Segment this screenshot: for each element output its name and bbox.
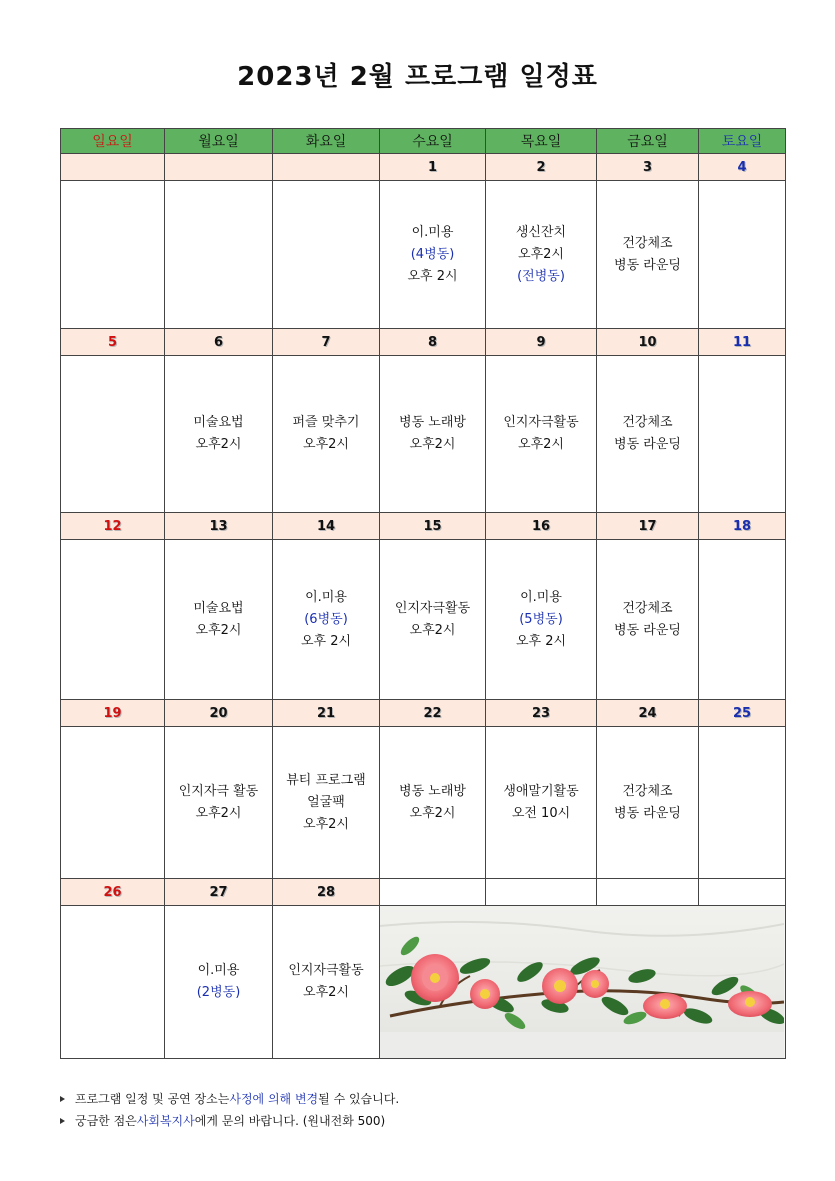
- date-cell: [380, 879, 486, 906]
- date-row: [61, 700, 786, 727]
- event-line: 병동 라운딩: [614, 805, 681, 821]
- weekday-header: 수요일: [380, 129, 486, 154]
- event-row: [61, 181, 786, 329]
- event-cell: [61, 727, 165, 879]
- date-cell: [699, 879, 786, 906]
- event-cell: [61, 181, 165, 329]
- date-cell: 26: [61, 879, 165, 906]
- note-text: 될 수 있습니다.: [318, 1092, 400, 1106]
- event-cell: [486, 356, 597, 513]
- event-line: 이.미용: [520, 589, 562, 605]
- event-line: 병동 노래방: [399, 415, 466, 430]
- event-cell: [61, 906, 165, 1059]
- event-line: 건강체조: [622, 235, 673, 251]
- weekday-header: 토요일: [699, 129, 786, 154]
- note-highlight: 사회복지사: [136, 1114, 195, 1128]
- event-row: [61, 906, 786, 1059]
- event-line: 얼굴팩: [307, 794, 345, 810]
- date-cell: 1: [380, 154, 486, 181]
- event-line: 병동 라운딩: [614, 622, 681, 638]
- note-text: 프로그램 일정 및 공연 장소는: [75, 1092, 230, 1106]
- date-cell: [486, 879, 597, 906]
- date-cell: 12: [61, 513, 165, 540]
- event-cell: [380, 727, 486, 879]
- event-line: 건강체조: [622, 600, 673, 616]
- date-cell: [597, 879, 699, 906]
- date-cell: 5: [61, 329, 165, 356]
- event-line: 오후2시: [303, 985, 349, 1000]
- event-cell: [486, 540, 597, 700]
- event-cell: [486, 181, 597, 329]
- event-line: 병동 라운딩: [614, 257, 681, 273]
- date-cell: 13: [165, 513, 273, 540]
- event-line: 오후 2시: [515, 633, 567, 649]
- event-line: (4병동): [410, 246, 455, 262]
- event-cell: [699, 356, 786, 513]
- event-cell: [597, 356, 699, 513]
- event-cell: [273, 540, 380, 700]
- note-2: [60, 1110, 399, 1132]
- event-line: 생애말기활동: [503, 783, 579, 799]
- event-cell: [165, 727, 273, 879]
- date-cell: 17: [597, 513, 699, 540]
- event-line: (전병동): [517, 268, 565, 284]
- weekday-header: 목요일: [486, 129, 597, 154]
- event-line: 이.미용: [411, 224, 454, 240]
- date-cell: 16: [486, 513, 597, 540]
- date-cell: 24: [597, 700, 699, 727]
- date-cell: [61, 154, 165, 181]
- event-cell: [699, 540, 786, 700]
- event-line: 오후2시: [195, 437, 242, 452]
- event-line: 인지자극활동: [394, 600, 471, 616]
- event-row: [61, 540, 786, 700]
- date-cell: 9: [486, 329, 597, 356]
- event-cell: [61, 356, 165, 513]
- bullet-icon: [60, 1118, 65, 1124]
- event-line: 오후2시: [518, 246, 564, 262]
- date-row: [61, 513, 786, 540]
- note-text: 궁금한 점은: [75, 1114, 137, 1128]
- date-cell: 2: [486, 154, 597, 181]
- event-cell: [61, 540, 165, 700]
- date-cell: 19: [61, 700, 165, 727]
- date-row: [61, 329, 786, 356]
- event-line: 오후 2시: [407, 268, 458, 284]
- event-cell: [273, 727, 380, 879]
- date-cell: 6: [165, 329, 273, 356]
- weekday-header-row: [61, 129, 786, 154]
- event-cell: [699, 727, 786, 879]
- event-line: 오후2시: [195, 805, 242, 821]
- event-line: 오후 2시: [300, 633, 352, 649]
- camellia-flowers-image: [380, 906, 784, 1058]
- event-line: 인지자극 활동: [178, 783, 259, 799]
- event-cell: [165, 181, 273, 329]
- event-line: 퍼즐 맞추기: [292, 415, 360, 430]
- event-line: (5병동): [519, 611, 563, 627]
- event-line: 오전 10시: [511, 805, 571, 821]
- event-line: 미술요법: [193, 600, 244, 616]
- event-cell: [597, 727, 699, 879]
- date-cell: 3: [597, 154, 699, 181]
- note-1: [60, 1088, 399, 1110]
- event-line: (2병동): [196, 985, 241, 1000]
- calendar-table: [60, 128, 786, 1059]
- event-cell: [165, 540, 273, 700]
- date-cell: 4: [699, 154, 786, 181]
- date-cell: 21: [273, 700, 380, 727]
- event-cell: [165, 906, 273, 1059]
- event-cell: [380, 356, 486, 513]
- note-highlight: 사정에 의해 변경: [229, 1092, 319, 1106]
- date-cell: 10: [597, 329, 699, 356]
- event-line: 병동 노래방: [399, 783, 466, 799]
- event-cell: [597, 181, 699, 329]
- event-line: 오후2시: [303, 816, 349, 832]
- bullet-icon: [60, 1096, 65, 1102]
- weekday-header: 일요일: [61, 129, 165, 154]
- event-line: 오후2시: [409, 805, 456, 821]
- date-cell: 14: [273, 513, 380, 540]
- event-line: 오후2시: [518, 437, 564, 452]
- event-row: [61, 727, 786, 879]
- date-cell: 22: [380, 700, 486, 727]
- date-cell: 7: [273, 329, 380, 356]
- date-cell: 11: [699, 329, 786, 356]
- date-cell: 20: [165, 700, 273, 727]
- date-cell: 25: [699, 700, 786, 727]
- event-line: 이.미용: [305, 589, 347, 605]
- date-row: [61, 879, 786, 906]
- date-cell: 28: [273, 879, 380, 906]
- calendar-body: [61, 129, 786, 1059]
- weekday-header: 월요일: [165, 129, 273, 154]
- event-cell: [597, 540, 699, 700]
- event-cell: [380, 181, 486, 329]
- event-cell: [165, 356, 273, 513]
- event-cell: [273, 181, 380, 329]
- event-line: 오후2시: [303, 437, 349, 452]
- event-cell: [273, 356, 380, 513]
- camellia-illustration: [380, 906, 786, 1059]
- event-line: 미술요법: [193, 415, 244, 430]
- date-cell: 27: [165, 879, 273, 906]
- page-title: 2023년 2월 프로그램 일정표: [237, 62, 598, 92]
- date-cell: 15: [380, 513, 486, 540]
- event-row: [61, 356, 786, 513]
- event-cell: [486, 727, 597, 879]
- event-line: 오후2시: [409, 437, 456, 452]
- event-cell: [380, 540, 486, 700]
- date-cell: 23: [486, 700, 597, 727]
- date-cell: 18: [699, 513, 786, 540]
- date-cell: [273, 154, 380, 181]
- event-line: 병동 라운딩: [614, 437, 681, 452]
- note-text: 에게 문의 바랍니다. (원내전화 500): [194, 1114, 386, 1128]
- event-line: 오후2시: [409, 622, 456, 638]
- date-cell: 8: [380, 329, 486, 356]
- event-line: 생신잔치: [515, 224, 567, 240]
- event-line: (6병동): [304, 611, 348, 627]
- event-line: 이.미용: [197, 963, 240, 978]
- event-line: 인지자극활동: [288, 963, 364, 978]
- event-line: 뷰티 프로그램: [286, 772, 366, 788]
- event-cell: [699, 181, 786, 329]
- event-line: 인지자극활동: [503, 415, 579, 430]
- event-line: 건강체조: [622, 783, 673, 799]
- date-cell: [165, 154, 273, 181]
- date-row: [61, 154, 786, 181]
- event-line: 건강체조: [622, 415, 673, 430]
- weekday-header: 화요일: [273, 129, 380, 154]
- event-line: 오후2시: [195, 622, 242, 638]
- notes: [60, 1088, 399, 1132]
- event-cell: [273, 906, 380, 1059]
- weekday-header: 금요일: [597, 129, 699, 154]
